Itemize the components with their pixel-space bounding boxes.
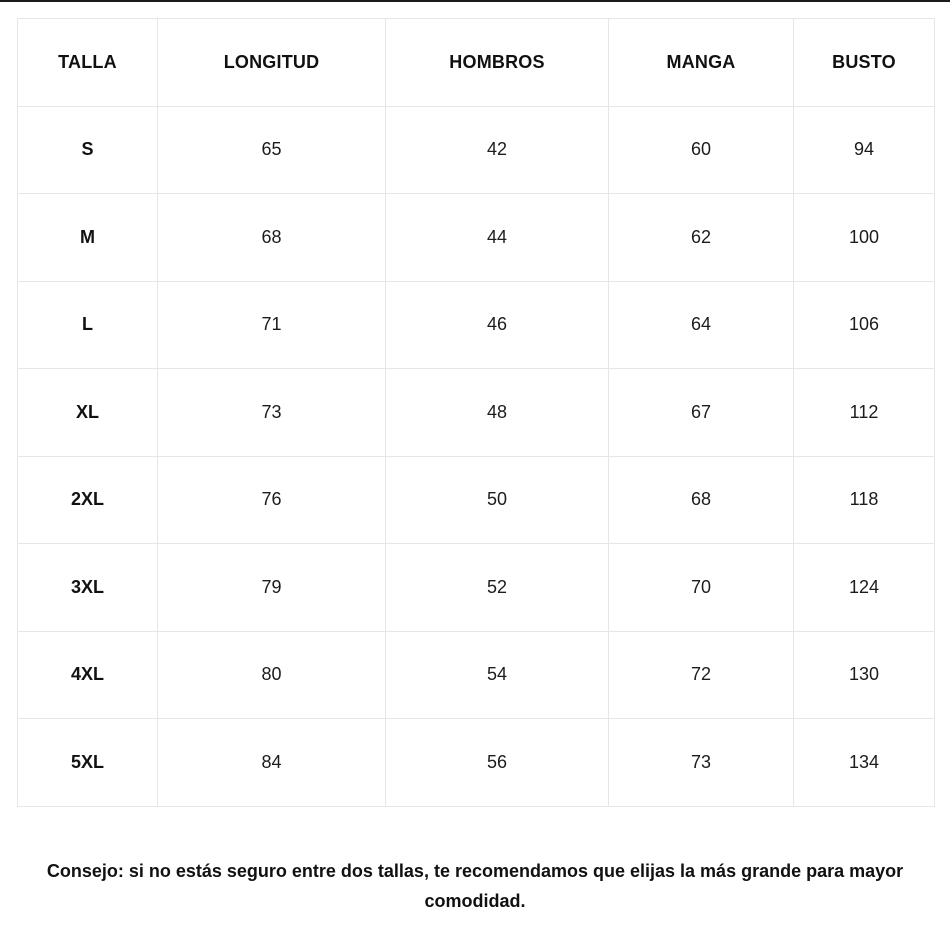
- busto-cell: 106: [794, 281, 935, 369]
- hombros-cell: 46: [386, 281, 609, 369]
- header-longitud: LONGITUD: [158, 19, 386, 107]
- longitud-cell: 73: [158, 369, 386, 457]
- manga-cell: 72: [609, 631, 794, 719]
- table-row: [18, 456, 935, 544]
- busto-cell: 134: [794, 719, 935, 807]
- size-cell: 4XL: [18, 631, 158, 719]
- busto-cell: 112: [794, 369, 935, 457]
- size-chart-table: [17, 18, 935, 807]
- header-talla: TALLA: [18, 19, 158, 107]
- manga-cell: 64: [609, 281, 794, 369]
- size-tip-text: Consejo: si no estás seguro entre dos tallas, te recomendamos que elijas la más grande para mayor comodidad.: [46, 861, 904, 911]
- top-divider: [0, 0, 950, 2]
- table-row: [18, 631, 935, 719]
- longitud-cell: 76: [158, 456, 386, 544]
- table-row: [18, 194, 935, 282]
- hombros-cell: 52: [386, 544, 609, 632]
- longitud-cell: 71: [158, 281, 386, 369]
- size-cell: S: [18, 106, 158, 194]
- table-row: [18, 369, 935, 457]
- manga-cell: 60: [609, 106, 794, 194]
- size-cell: M: [18, 194, 158, 282]
- table-row: [18, 719, 935, 807]
- longitud-cell: 84: [158, 719, 386, 807]
- hombros-cell: 44: [386, 194, 609, 282]
- manga-cell: 68: [609, 456, 794, 544]
- busto-cell: 130: [794, 631, 935, 719]
- table-row: [18, 544, 935, 632]
- hombros-cell: 42: [386, 106, 609, 194]
- table-header-row: [18, 19, 935, 107]
- busto-cell: 100: [794, 194, 935, 282]
- header-manga: MANGA: [609, 19, 794, 107]
- hombros-cell: 48: [386, 369, 609, 457]
- busto-cell: 118: [794, 456, 935, 544]
- size-cell: L: [18, 281, 158, 369]
- size-cell: 5XL: [18, 719, 158, 807]
- manga-cell: 62: [609, 194, 794, 282]
- table-row: [18, 106, 935, 194]
- hombros-cell: 50: [386, 456, 609, 544]
- longitud-cell: 80: [158, 631, 386, 719]
- longitud-cell: 79: [158, 544, 386, 632]
- manga-cell: 67: [609, 369, 794, 457]
- longitud-cell: 68: [158, 194, 386, 282]
- size-cell: 2XL: [18, 456, 158, 544]
- header-hombros: HOMBROS: [386, 19, 609, 107]
- busto-cell: 124: [794, 544, 935, 632]
- manga-cell: 73: [609, 719, 794, 807]
- busto-cell: 94: [794, 106, 935, 194]
- longitud-cell: 65: [158, 106, 386, 194]
- size-cell: XL: [18, 369, 158, 457]
- header-busto: BUSTO: [794, 19, 935, 107]
- size-cell: 3XL: [18, 544, 158, 632]
- hombros-cell: 54: [386, 631, 609, 719]
- hombros-cell: 56: [386, 719, 609, 807]
- manga-cell: 70: [609, 544, 794, 632]
- table-row: [18, 281, 935, 369]
